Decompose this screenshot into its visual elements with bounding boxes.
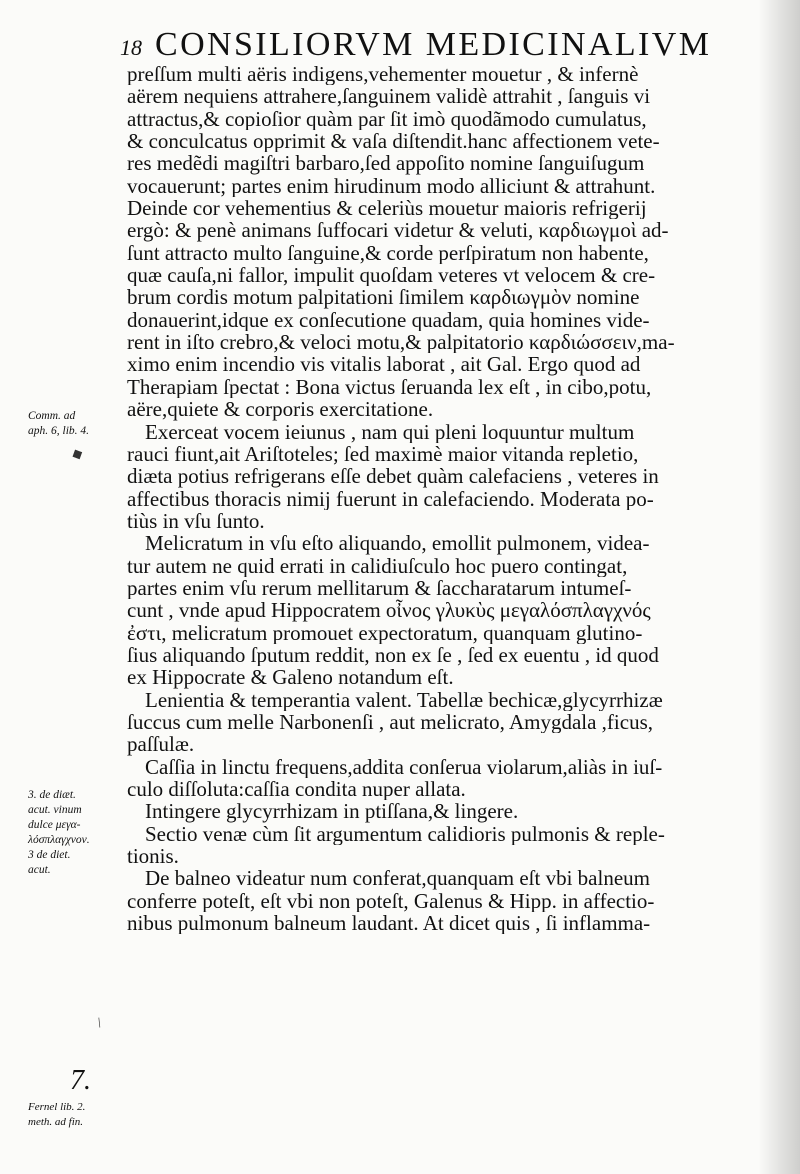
text-line: ſunt attracto multo ſanguine,& corde perſpiratum non habente, [127, 241, 649, 265]
running-head: CONSILIORVM MEDICINALIVM [155, 26, 712, 63]
text-line: ex Hippocrate & Galeno notandum eſt. [127, 666, 454, 689]
text-line: cunt , vnde apud Hippocratem οἶνος γλυκὺς μεγαλόσπλαγχνός [127, 599, 651, 622]
page-header [120, 24, 770, 64]
text-line: ἐστι, melicratum promouet expectoratum, quanquam glutino- [127, 621, 643, 644]
text-line: diæta potius refrigerans eſſe debet quàm calefaciens , veteres in [127, 465, 659, 488]
text-line: nibus pulmonum balneum laudant. At dicet quis , ſi inflamma- [127, 912, 651, 935]
text-line: res medẽdi magiſtri barbaro,ſed appoſito nomine ſanguiſugum [127, 152, 645, 175]
text-line: ximo enim incendio vis vitalis laborat , ait Gal. Ergo quod ad [127, 353, 641, 376]
text-line: donauerint,idque ex conſecutione quadam, quia homines vide- [127, 308, 650, 332]
margin-note-line: Comm. ad [28, 410, 76, 422]
margin-note-de-diaet-acut [28, 788, 90, 878]
text-line: culo diſſoluta:caſſia condita nuper allata. [127, 778, 466, 801]
margin-note-line: acut. vinum [28, 804, 82, 816]
margin-note-comm-ad-aph [28, 409, 89, 439]
text-line: partes enim vſu rerum mellitarum & ſaccharatarum intumeſ- [127, 576, 632, 600]
body-text [127, 63, 767, 934]
margin-note-line: dulce μεγα- [28, 819, 81, 831]
text-line: conferre poteſt, eſt vbi non poteſt, Galenus & Hipp. in affectio- [127, 889, 655, 913]
margin-note-line: aph. 6, lib. 4. [28, 425, 90, 437]
text-line: tiùs in vſu ſunto. [127, 509, 265, 533]
section-number: 7. [70, 1065, 91, 1096]
text-line: ſuccus cum melle Narbonenſi , aut melicrato, Amygdala ,ficus, [127, 710, 654, 734]
text-line: aërem nequiens attrahere,ſanguinem validè attrahit , ſanguis vi [127, 85, 651, 108]
paragraph-start-line: Exerceat vocem ieiunus , nam qui pleni loquuntur multum [145, 420, 635, 443]
text-line: tur autem ne quid errati in calidiuſculo hoc puero contingat, [127, 554, 628, 577]
text-line: Deinde cor vehementius & celeriùs mouetur maioris refrigerij [127, 197, 647, 220]
text-line: rauci fiunt,ait Ariſtoteles; ſed maximè maior vitanda repletio, [127, 442, 639, 466]
text-line: ergò: & penè animans ſuffocari videtur & veluti, καρδιωγμοὶ ad- [127, 219, 669, 242]
text-line: vocauerunt; partes enim hirudinum modo alliciunt & attrahunt. [127, 174, 656, 198]
text-line: & conculcatus opprimit & vaſa diſtendit.hanc affectionem vete- [127, 130, 660, 153]
text-line: brum cordis motum palpitationi ſimilem καρδιωγμὸν nomine [127, 286, 640, 309]
paragraph-start-line: Caſſia in linctu frequens,addita conſerua violarum,aliàs in iuſ- [145, 755, 663, 778]
text-line: Therapiam ſpectat : Bona victus ſeruanda lex eſt , in cibo,potu, [127, 375, 652, 399]
margin-note-line: λόσπλαγχνον. [28, 834, 90, 846]
paragraph-start-line: Sectio venæ cùm ſit argumentum calidioris pulmonis & reple- [145, 822, 665, 846]
text-line: paſſulæ. [127, 733, 195, 756]
ink-mark: / [94, 1015, 105, 1032]
text-line: rent in iſto crebro,& veloci motu,& palpitatorio καρδιώσσειν,ma- [127, 331, 675, 354]
text-line: affectibus thoracis nimij fuerunt in calefaciendo. Moderata po- [127, 487, 654, 510]
text-line: quæ cauſa,ni fallor, impulit quoſdam veteres vt velocem & cre- [127, 264, 656, 287]
paragraph-start-line: Lenientia & temperantia valent. Tabellæ bechicæ,glycyrrhizæ [145, 688, 663, 711]
text-line: preſſum multi aëris indigens,vehementer mouetur , & infernè [127, 63, 639, 86]
margin-note-fernel [28, 1100, 85, 1130]
margin-note-line: 3. de diæt. [28, 789, 76, 801]
paragraph-start-line: Melicratum in vſu eſto aliquando, emollit pulmonem, videa- [145, 532, 650, 555]
margin-note-line: Fernel lib. 2. [28, 1101, 86, 1113]
margin-note-line: 3 de diet. [28, 849, 71, 861]
page-number: 18 [120, 35, 142, 60]
ink-mark: ◆ [69, 445, 86, 464]
paragraph-start-line: De balneo videatur num conferat,quanquam eſt vbi balneum [145, 867, 650, 890]
paragraph-start-line: Intingere glycyrrhizam in ptiſſana,& lingere. [145, 800, 519, 823]
text-line: aëre,quiete & corporis exercitatione. [127, 398, 434, 421]
margin-note-line: meth. ad fin. [28, 1116, 83, 1128]
margin-note-line: acut. [28, 864, 51, 876]
text-line: ſius aliquando ſputum reddit, non ex ſe , ſed ex euentu , id quod [127, 643, 659, 667]
text-line: attractus,& copioſior quàm par ſit imò quodãmodo cumulatus, [127, 107, 647, 131]
text-line: tionis. [127, 845, 179, 868]
